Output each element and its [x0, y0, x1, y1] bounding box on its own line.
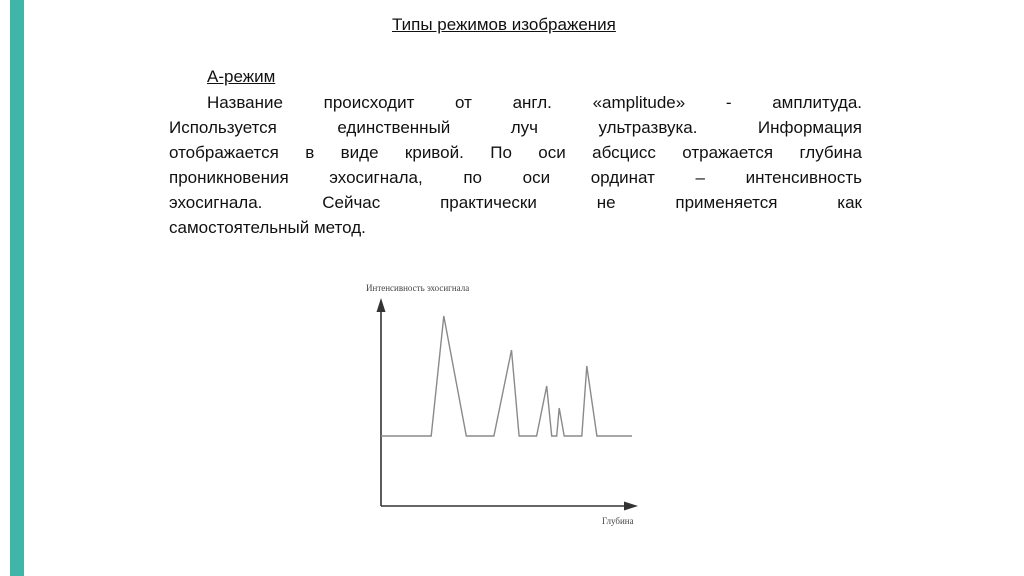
paragraph-line: проникновения эхосигнала, по оси ординат – интенсивность	[169, 168, 862, 187]
y-axis-label: Интенсивность эхосигнала	[366, 283, 470, 293]
slide-title: Типы режимов изображения	[392, 15, 616, 34]
x-axis-arrow	[624, 502, 638, 511]
body-paragraph	[169, 90, 862, 240]
paragraph-line: самостоятельный метод.	[169, 218, 366, 237]
paragraph-line: Название происходит от англ. «amplitude» - амплитуда.	[207, 93, 862, 112]
y-axis-arrow	[377, 298, 386, 312]
x-axis-label: Глубина	[602, 516, 634, 526]
a-mode-chart	[340, 268, 660, 538]
accent-bar	[10, 0, 24, 576]
paragraph-line: отображается в виде кривой. По оси абсцисс отражается глубина	[169, 143, 862, 162]
section-heading: А-режим	[207, 67, 276, 86]
paragraph-line: Используется единственный луч ультразвука. Информация	[169, 118, 862, 137]
paragraph-line: эхосигнала. Сейчас практически не применяется как	[169, 193, 862, 212]
series-line	[381, 316, 632, 436]
